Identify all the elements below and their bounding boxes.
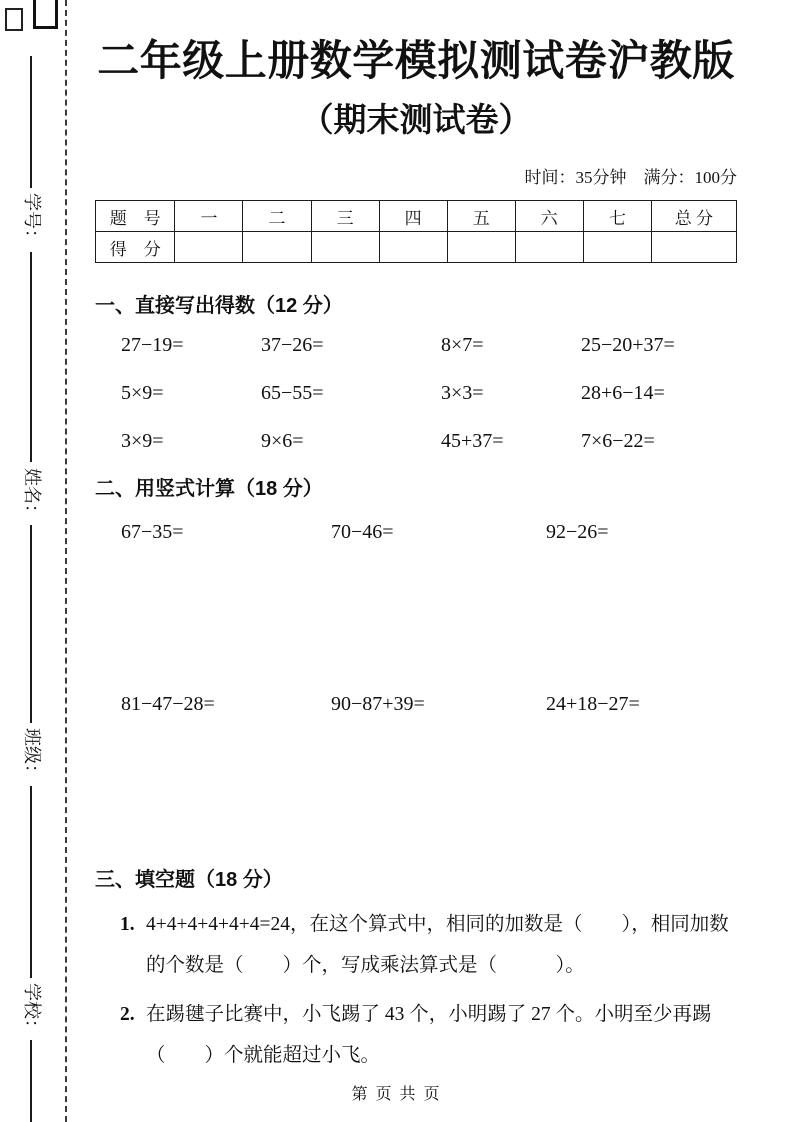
item-text: 在踢毽子比赛中，小飞踢了 43 个，小明踢了 27 个。小明至少再踢（ ）个就能超过小飞。 [146,1004,712,1066]
score-cell [651,232,736,263]
score-cell [583,232,651,263]
item-number: 2. [120,1004,135,1025]
score-cell [515,232,583,263]
name-label: 姓名： [22,468,42,522]
oral-calculation-grid [121,332,737,454]
column-header: 三 [311,201,379,232]
score-cell [311,232,379,263]
problem: 28+6−14= [581,382,665,404]
fill-blank-items [95,904,737,1076]
score-cell [379,232,447,263]
school-blank-line [30,786,32,978]
paper-content [95,28,737,1076]
problem: 24+18−27= [546,693,640,715]
problem: 67−35= [121,521,184,543]
problem: 25−20+37= [581,334,675,356]
section3-heading: 三、填空题（18 分） [95,869,283,891]
problem: 81−47−28= [121,693,215,715]
column-header: 一 [175,201,243,232]
item-text: 4+4+4+4+4+4=24，在这个算式中，相同的加数是（ ），相同加数的个数是（ ）个，写成乘法算式是（ ）。 [146,914,729,976]
column-header: 二 [243,201,311,232]
problem: 5×9= [121,382,164,404]
column-header: 七 [583,201,651,232]
score-cell [447,232,515,263]
paper-subtitle: （期末测试卷） [300,101,532,138]
paper-title: 二年级上册数学模拟测试卷沪教版 [97,37,735,84]
time-score-info: 时间：35分钟 满分：100分 [524,168,737,187]
corner-mark-small [5,8,23,31]
problem: 3×9= [121,430,164,452]
class-blank-line [30,525,32,723]
problem: 7×6−22= [581,430,655,452]
score-cell [243,232,311,263]
section2-heading: 二、用竖式计算（18 分） [95,478,323,500]
corner-mark-large [33,0,58,29]
problem: 3×3= [441,382,484,404]
score-cell [175,232,243,263]
class-label: 班级： [22,728,42,782]
question-number-label: 题 号 [96,201,175,232]
student-id-blank-line [30,56,32,188]
score-label: 得 分 [96,232,175,263]
problem: 9×6= [261,430,304,452]
section1-heading: 一、直接写出得数（12 分） [95,295,343,317]
problem: 90−87+39= [331,693,425,715]
problem: 8×7= [441,334,484,356]
column-calculation-grid [121,519,737,717]
problem: 27−19= [121,334,184,356]
binding-dashed-line [65,0,67,1122]
fill-blank-item [95,904,737,986]
binding-margin [0,0,68,1122]
problem: 92−26= [546,521,609,543]
problem: 45+37= [441,430,504,452]
score-table [95,200,737,263]
column-header: 总 分 [651,201,736,232]
name-blank-line [30,252,32,462]
school-label: 学校： [22,983,42,1037]
column-header: 四 [379,201,447,232]
problem: 70−46= [331,521,394,543]
score-table-header-row [96,201,737,232]
student-id-label: 学号： [22,193,42,247]
score-table-score-row [96,232,737,263]
column-header: 五 [447,201,515,232]
item-number: 1. [120,914,135,935]
column-header: 六 [515,201,583,232]
page-footer: 第 页 共 页 [351,1086,442,1103]
problem: 65−55= [261,382,324,404]
problem: 37−26= [261,334,324,356]
fill-blank-item [95,994,737,1076]
